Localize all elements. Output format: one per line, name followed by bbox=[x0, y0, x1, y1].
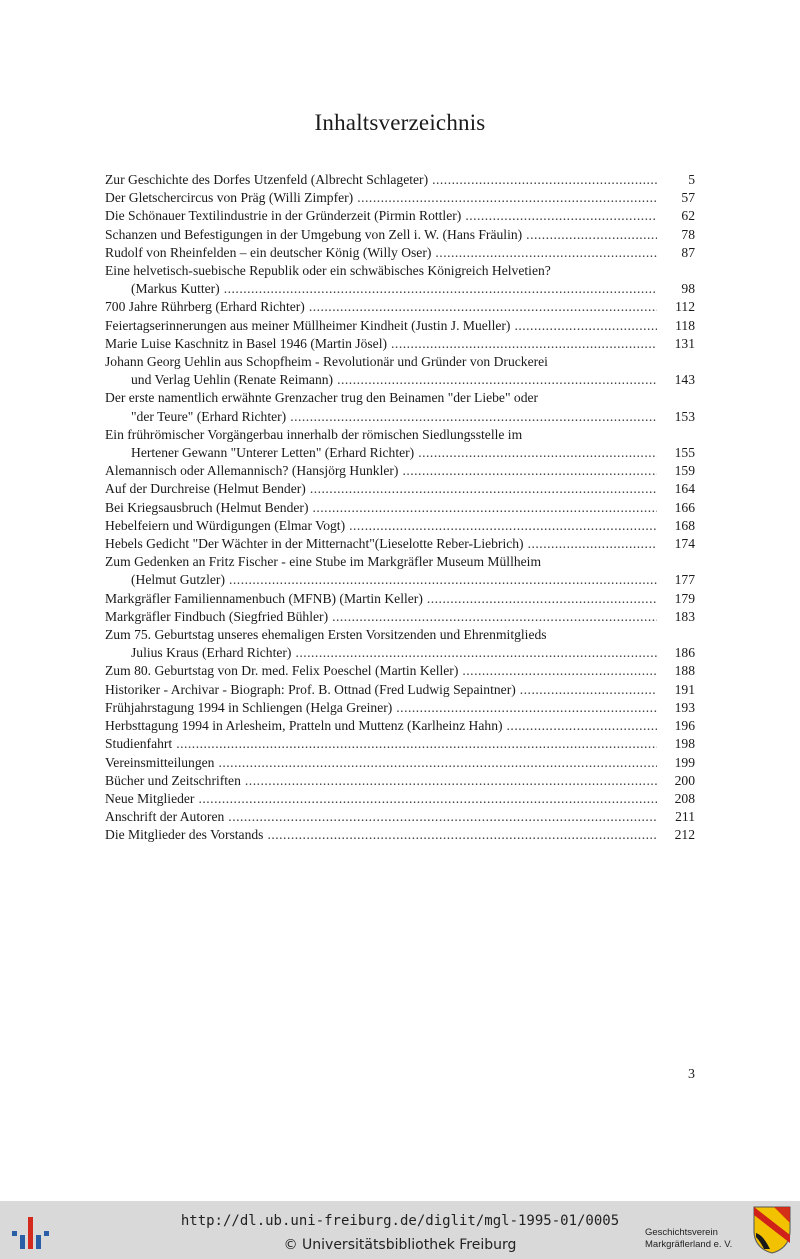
toc-entry-title: Herbsttagung 1994 in Arlesheim, Pratteln und Muttenz (Karlheinz Hahn) bbox=[105, 718, 503, 734]
dot-leader bbox=[176, 735, 657, 753]
dot-leader bbox=[514, 317, 657, 335]
page-number: 3 bbox=[688, 1067, 695, 1082]
toc-entry-title: Zum Gedenken an Fritz Fischer - eine Stube im Markgräfler Museum Müllheim bbox=[105, 554, 542, 570]
dot-leader bbox=[229, 571, 657, 589]
toc-page-number: 155 bbox=[674, 445, 695, 461]
toc-entry-title: Zum 80. Geburtstag von Dr. med. Felix Poeschel (Martin Keller) bbox=[105, 663, 459, 679]
copyright-notice: © Universitätsbibliothek Freiburg bbox=[283, 1237, 517, 1253]
toc-entry bbox=[105, 808, 695, 826]
toc-entry-title: Zur Geschichte des Dorfes Utzenfeld (Albrecht Schlageter) bbox=[105, 172, 429, 187]
society-name-line1: Geschichtsverein bbox=[645, 1227, 718, 1238]
toc-entry-title: Die Mitglieder des Vorstands bbox=[105, 827, 264, 843]
toc-page-number: 174 bbox=[674, 536, 695, 552]
toc-page-number: 208 bbox=[674, 790, 695, 806]
toc-entry-title: Bücher und Zeitschriften bbox=[105, 772, 241, 788]
toc-page-number: 143 bbox=[674, 372, 695, 388]
coat-of-arms-icon bbox=[752, 1205, 792, 1255]
toc-page-number: 118 bbox=[675, 317, 695, 333]
dot-leader bbox=[357, 189, 657, 207]
toc-entry-title: Hebels Gedicht "Der Wächter in der Mitternacht"(Lieselotte Reber-Liebrich) bbox=[105, 536, 524, 552]
dot-leader bbox=[198, 790, 657, 808]
dot-leader bbox=[507, 717, 657, 735]
toc-entry bbox=[105, 772, 695, 790]
toc-entry bbox=[105, 608, 695, 626]
dot-leader bbox=[332, 608, 657, 626]
toc-page-number: 153 bbox=[674, 408, 695, 424]
dot-leader bbox=[528, 535, 657, 553]
toc-page-number: 191 bbox=[674, 681, 695, 697]
toc-entry bbox=[105, 681, 695, 699]
dot-leader bbox=[349, 517, 657, 535]
toc-entry-title: Rudolf von Rheinfelden – ein deutscher König (Willy Oser) bbox=[105, 244, 432, 260]
toc-entry-title: Markgräfler Findbuch (Siegfried Bühler) bbox=[105, 608, 329, 624]
toc-entry bbox=[105, 480, 695, 498]
toc-entry bbox=[105, 353, 695, 389]
toc-page-number: 112 bbox=[675, 299, 695, 315]
toc-entry-title: Hertener Gewann "Unterer Letten" (Erhard Richter) bbox=[131, 445, 415, 461]
toc-entry bbox=[105, 317, 695, 335]
toc-page-number: 200 bbox=[674, 772, 695, 788]
toc-entry bbox=[105, 826, 695, 844]
toc-entry-title: Frühjahrstagung 1994 in Schliengen (Helga Greiner) bbox=[105, 699, 393, 715]
dot-leader bbox=[396, 699, 657, 717]
toc-page-number: 186 bbox=[674, 645, 695, 661]
toc-entry bbox=[105, 699, 695, 717]
toc-entry bbox=[105, 626, 695, 662]
toc-entry-title: Hebelfeiern und Würdigungen (Elmar Vogt) bbox=[105, 517, 346, 533]
toc-entry bbox=[105, 717, 695, 735]
dot-leader bbox=[462, 662, 657, 680]
toc-entry-title: und Verlag Uehlin (Renate Reimann) bbox=[131, 372, 334, 388]
dot-leader bbox=[228, 808, 657, 826]
toc-entry bbox=[105, 389, 695, 425]
toc-page-number: 212 bbox=[674, 827, 695, 843]
toc-entry bbox=[105, 207, 695, 225]
toc-entry bbox=[105, 553, 695, 589]
toc-page-number: 78 bbox=[681, 226, 695, 242]
toc-entry bbox=[105, 226, 695, 244]
toc-entry bbox=[105, 735, 695, 753]
toc-entry-title: Zum 75. Geburtstag unseres ehemaligen Ersten Vorsitzenden und Ehrenmitglieds bbox=[105, 627, 547, 643]
dot-leader bbox=[267, 826, 657, 844]
society-name bbox=[645, 1227, 755, 1251]
dot-leader bbox=[218, 754, 657, 772]
toc-page-number: 98 bbox=[681, 281, 695, 297]
toc-entry bbox=[105, 590, 695, 608]
toc-entry bbox=[105, 426, 695, 462]
page-title: Inhaltsverzeichnis bbox=[314, 110, 486, 135]
dot-leader bbox=[526, 226, 657, 244]
dot-leader bbox=[309, 298, 657, 316]
toc-page-number: 131 bbox=[674, 335, 695, 351]
toc-entry-title: Feiertagserinnerungen aus meiner Müllheimer Kindheit (Justin J. Mueller) bbox=[105, 317, 511, 333]
toc-entry bbox=[105, 662, 695, 680]
toc-entry bbox=[105, 754, 695, 772]
toc-page-number: 196 bbox=[674, 718, 695, 734]
toc-entry-title: Bei Kriegsausbruch (Helmut Bender) bbox=[105, 499, 309, 515]
toc-page-number: 159 bbox=[674, 463, 695, 479]
dot-leader bbox=[465, 207, 657, 225]
toc-page-number: 183 bbox=[674, 608, 695, 624]
toc-page-number: 177 bbox=[674, 572, 695, 588]
toc-page-number: 62 bbox=[681, 208, 695, 224]
toc-entry bbox=[105, 298, 695, 316]
dot-leader bbox=[402, 462, 657, 480]
toc-entry-title: Ein frührömischer Vorgängerbau innerhalb der römischen Siedlungsstelle im bbox=[105, 426, 523, 442]
toc-entry-title: (Markus Kutter) bbox=[131, 281, 220, 297]
dot-leader bbox=[224, 280, 657, 298]
dot-leader bbox=[290, 408, 657, 426]
toc-entry-title: Eine helvetisch-suebische Republik oder ein schwäbisches Königreich Helvetien? bbox=[105, 263, 551, 279]
toc-entry-title: Johann Georg Uehlin aus Schopfheim - Revolutionär und Gründer von Druckerei bbox=[105, 354, 548, 370]
toc-entry-title: Der Gletschercircus von Präg (Willi Zimpfer) bbox=[105, 190, 354, 206]
toc-entry-title: "der Teure" (Erhard Richter) bbox=[131, 408, 287, 424]
dot-leader bbox=[418, 444, 657, 462]
dot-leader bbox=[427, 590, 657, 608]
toc-entry-title: Alemannisch oder Allemannisch? (Hansjörg Hunkler) bbox=[105, 463, 399, 479]
toc-page-number: 166 bbox=[674, 499, 695, 515]
dot-leader bbox=[520, 681, 657, 699]
permalink-link[interactable]: http://dl.ub.uni-freiburg.de/diglit/mgl-1995-01/0005 bbox=[180, 1213, 620, 1229]
toc-entry-title: Auf der Durchreise (Helmut Bender) bbox=[105, 481, 306, 497]
toc-entry-title: Der erste namentlich erwähnte Grenzacher trug den Beinamen "der Liebe" oder bbox=[105, 390, 539, 406]
toc-entry-title: Neue Mitglieder bbox=[105, 790, 195, 806]
toc-page-number: 179 bbox=[674, 590, 695, 606]
toc-entry bbox=[105, 499, 695, 517]
toc-page-number: 193 bbox=[674, 699, 695, 715]
footer-bar bbox=[0, 1201, 800, 1259]
dot-leader bbox=[337, 371, 657, 389]
dot-leader bbox=[245, 772, 657, 790]
toc-entry bbox=[105, 335, 695, 353]
toc-entry-title: Julius Kraus (Erhard Richter) bbox=[131, 645, 292, 661]
toc-entry bbox=[105, 790, 695, 808]
toc-entry bbox=[105, 462, 695, 480]
toc-entry-title: Marie Luise Kaschnitz in Basel 1946 (Martin Jösel) bbox=[105, 335, 388, 351]
toc-entry bbox=[105, 535, 695, 553]
toc-page-number: 87 bbox=[681, 244, 695, 260]
dot-leader bbox=[391, 335, 657, 353]
toc-entry-title: 700 Jahre Rührberg (Erhard Richter) bbox=[105, 299, 305, 315]
toc-entry-title: Schanzen und Befestigungen in der Umgebung von Zell i. W. (Hans Fräulin) bbox=[105, 226, 523, 242]
toc-page-number: 164 bbox=[674, 481, 695, 497]
table-of-contents bbox=[105, 171, 695, 845]
dot-leader bbox=[295, 644, 657, 662]
toc-entry-title: Die Schönauer Textilindustrie in der Gründerzeit (Pirmin Rottler) bbox=[105, 208, 462, 224]
toc-entry bbox=[105, 517, 695, 535]
dot-leader bbox=[312, 499, 657, 517]
toc-page-number: 199 bbox=[674, 754, 695, 770]
toc-entry-title: Historiker - Archivar - Biograph: Prof. B. Ottnad (Fred Ludwig Sepaintner) bbox=[105, 681, 516, 697]
toc-page-number: 198 bbox=[674, 736, 695, 752]
toc-entry-title: (Helmut Gutzler) bbox=[131, 572, 225, 588]
toc-page-number: 57 bbox=[681, 190, 695, 206]
toc-entry-title: Anschrift der Autoren bbox=[105, 809, 225, 825]
toc-entry-title: Markgräfler Familiennamenbuch (MFNB) (Martin Keller) bbox=[105, 590, 423, 606]
dot-leader bbox=[310, 480, 657, 498]
toc-entry-title: Studienfahrt bbox=[105, 736, 173, 752]
society-name-line2: Markgräflerland e. V. bbox=[645, 1239, 733, 1250]
toc-entry-title: Vereinsmitteilungen bbox=[105, 754, 215, 770]
dot-leader bbox=[435, 244, 657, 262]
toc-entry bbox=[105, 262, 695, 298]
toc-entry bbox=[105, 244, 695, 262]
dot-leader bbox=[432, 171, 657, 189]
toc-page-number: 211 bbox=[675, 809, 695, 825]
toc-page-number: 188 bbox=[674, 663, 695, 679]
toc-page-number: 5 bbox=[688, 172, 695, 187]
toc-entry bbox=[105, 171, 695, 189]
toc-entry bbox=[105, 189, 695, 207]
toc-page-number: 168 bbox=[674, 517, 695, 533]
